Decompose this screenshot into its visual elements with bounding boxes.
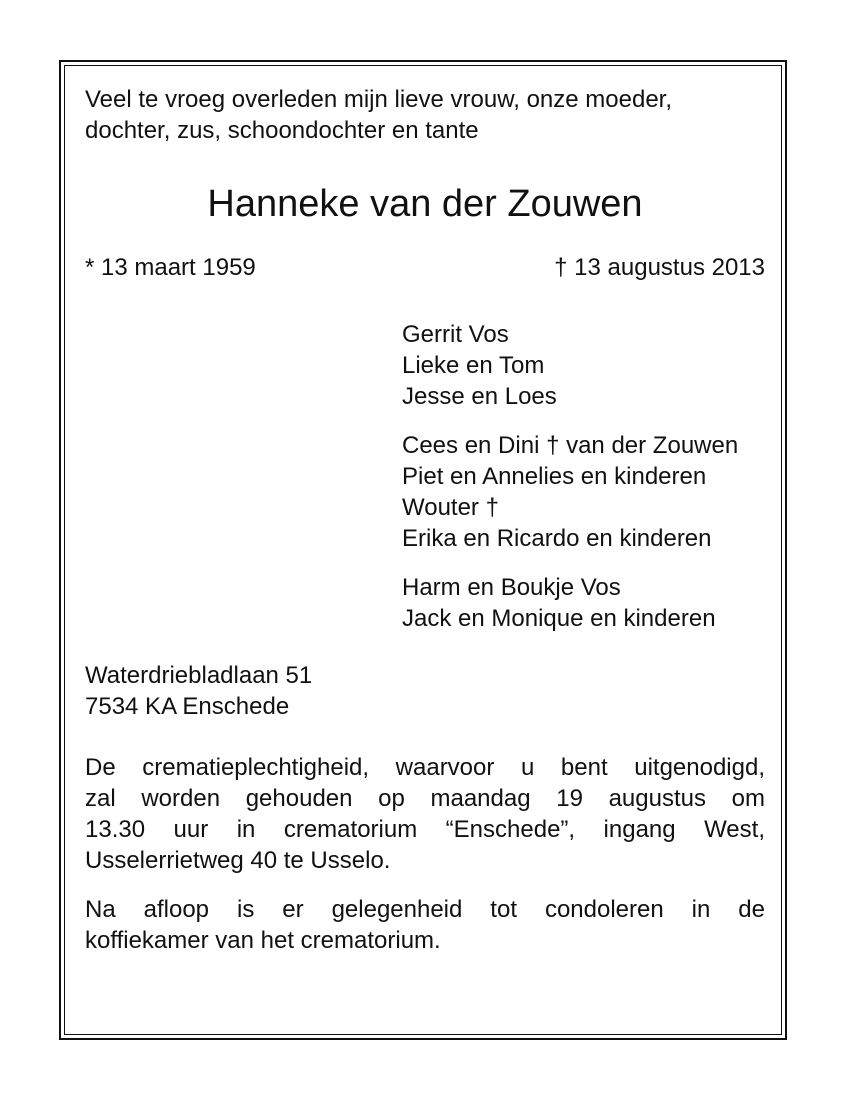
condolence-line: Na afloop is er gelegenheid tot condoleren in de <box>85 896 765 923</box>
family-group <box>402 319 765 412</box>
intro-text <box>85 84 765 146</box>
ceremony-line: 13.30 uur in crematorium “Enschede”, ingang West, <box>85 816 765 843</box>
family-member: Jesse en Loes <box>402 383 557 410</box>
ceremony-line: zal worden gehouden op maandag 19 augustus om <box>85 785 765 812</box>
family-member: Harm en Boukje Vos <box>402 574 621 601</box>
family-group <box>402 572 765 634</box>
family-group <box>402 430 765 554</box>
street-address: Waterdriebladlaan 51 <box>85 662 313 689</box>
death-date: † 13 augustus 2013 <box>554 254 765 281</box>
death-notice <box>85 84 765 956</box>
family-member: Jack en Monique en kinderen <box>402 605 716 632</box>
family-member: Wouter † <box>402 494 499 521</box>
family-member: Lieke en Tom <box>402 352 545 379</box>
ceremony-paragraph <box>85 752 765 876</box>
family-member: Gerrit Vos <box>402 321 509 348</box>
ceremony-line: Usselerrietweg 40 te Usselo. <box>85 847 391 874</box>
birth-date: * 13 maart 1959 <box>85 254 256 281</box>
family-list <box>402 319 765 634</box>
family-member: Erika en Ricardo en kinderen <box>402 525 712 552</box>
intro-line: dochter, zus, schoondochter en tante <box>85 117 479 144</box>
postal-city: 7534 KA Enschede <box>85 693 290 720</box>
family-member: Piet en Annelies en kinderen <box>402 463 707 490</box>
intro-line: Veel te vroeg overleden mijn lieve vrouw, onze moeder, <box>85 86 673 113</box>
condolence-paragraph <box>85 894 765 956</box>
dates-row <box>85 252 765 283</box>
ceremony-line: De crematieplechtigheid, waarvoor u bent uitgenodigd, <box>85 754 765 781</box>
deceased-name: Hanneke van der Zouwen <box>207 183 643 225</box>
condolence-line: koffiekamer van het crematorium. <box>85 927 441 954</box>
address-block <box>85 660 765 722</box>
family-member: Cees en Dini † van der Zouwen <box>402 432 739 459</box>
